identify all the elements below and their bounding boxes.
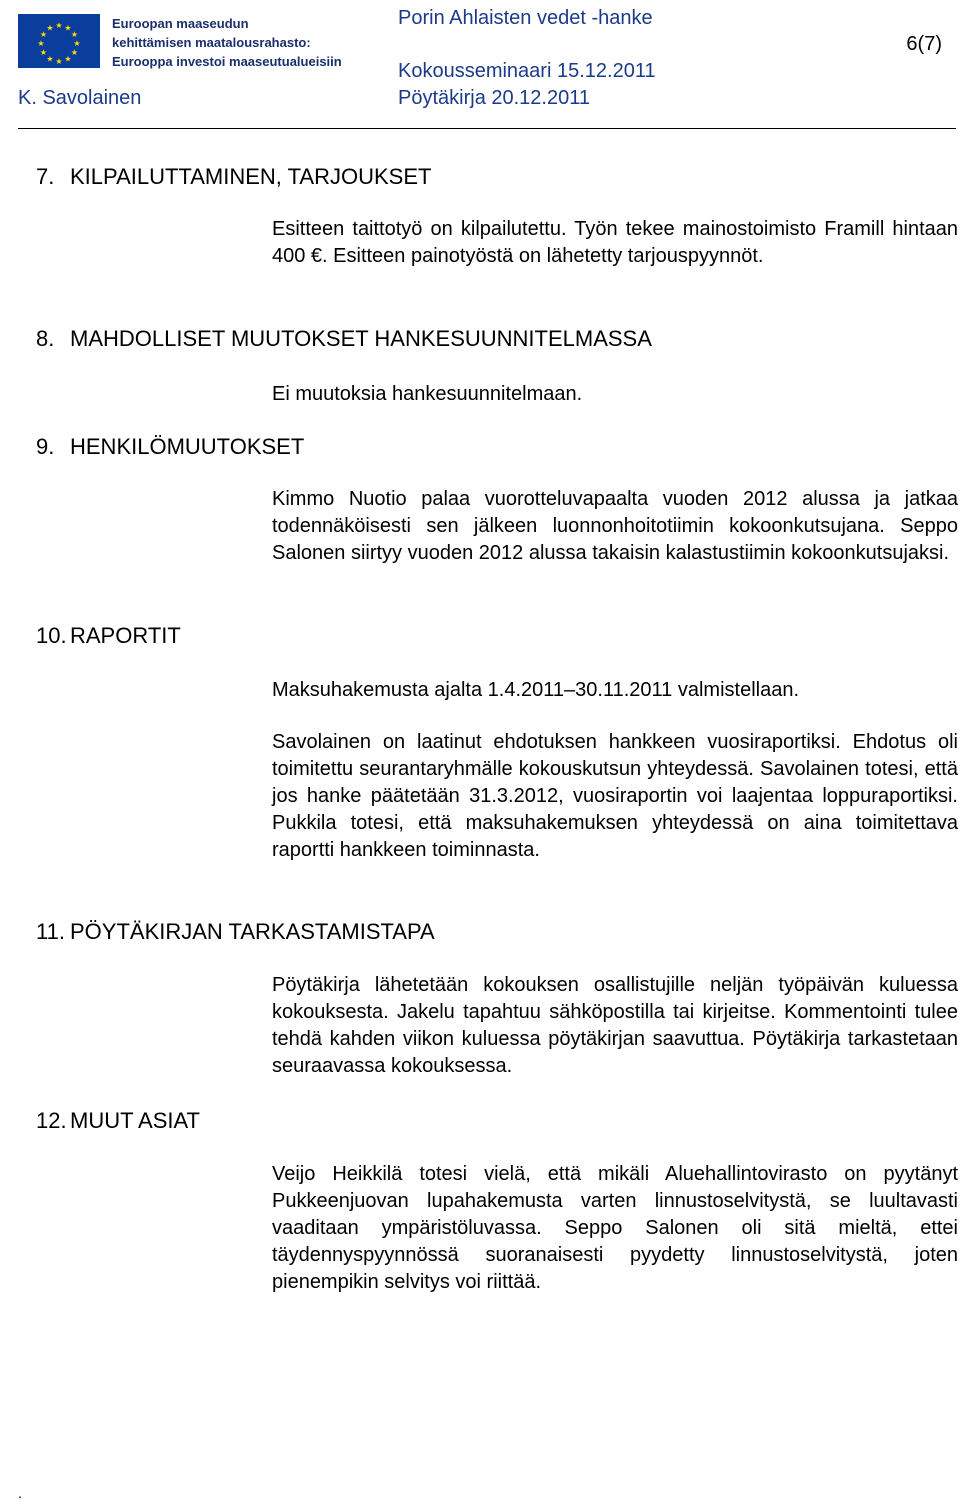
section-heading [36,433,304,460]
svg-text:★: ★ [55,57,63,66]
page-number: 6(7) [906,33,942,55]
section-number: 8. [36,326,55,351]
section-heading [36,622,181,649]
footer-mark: . [18,1485,22,1501]
section-title: RAPORTIT [70,623,181,648]
section-title: HENKILÖMUUTOKSET [70,434,305,459]
section-number: 7. [36,164,55,189]
svg-text:★: ★ [64,54,72,64]
section-title: MAHDOLLISET MUUTOKSET HANKESUUNNITELMASSA [70,326,652,351]
section-heading [36,918,435,945]
section-heading [36,1107,200,1134]
eu-flag-icon [18,14,100,68]
svg-text:★: ★ [55,21,63,30]
section-number: 12. [36,1108,67,1133]
section-title: KILPAILUTTAMINEN, TARJOUKSET [70,164,432,189]
section-title: PÖYTÄKIRJAN TARKASTAMISTAPA [70,919,435,944]
section-paragraph: Veijo Heikkilä totesi vielä, että mikäli Aluehallintovirasto on pyytänyt Pukkeenjuovan lupahakemusta varten linnustoselvitystä, se luultavasti vaaditaan ympäristöluvassa. Seppo Salonen oli sitä mieltä, ettei täydennyspyynnössä suoranaisesti pyydetty linnustoselvitystä, joten pienempikin selvitys voi riittää. [272,1163,958,1293]
svg-text:★: ★ [64,23,72,33]
minutes-date: Pöytäkirja 20.12.2011 [398,87,590,109]
section-paragraph: Ei muutoksia hankesuunnitelmaan. [272,383,583,405]
section-number: 10. [36,623,67,648]
section-number: 9. [36,434,55,459]
project-name: Porin Ahlaisten vedet -hanke [398,7,653,29]
section-heading [36,163,431,190]
section-paragraph: Esitteen taittotyö on kilpailutettu. Työn tekee mainostoimisto Framill hintaan 400 €. Esitteen painotyöstä on lähetetty tarjouspyynnöt. [272,218,958,267]
section-title: MUUT ASIAT [70,1108,200,1133]
fund-line: Eurooppa investoi maaseutualueisiin [112,54,342,69]
fund-line: kehittämisen maatalousrahasto: [112,35,311,50]
fund-logo-text [112,14,362,71]
section-heading [36,325,652,352]
meeting-date: Kokousseminaari 15.12.2011 [398,60,656,82]
svg-text:★: ★ [73,39,81,48]
section-paragraph: Savolainen on laatinut ehdotuksen hankkeen vuosiraportiksi. Ehdotus oli toimitettu seurantaryhmälle kokouskutsun yhteydessä. Savolainen totesi, että jos hanke päätetään 31.3.2012, vuosiraportin voi laajentaa loppuraportiksi. Pukkila totesi, että maksuhakemuksen yhteydessä on aina toimitettava raportti hankkeen toiminnasta. [272,731,958,861]
svg-text:★: ★ [39,48,48,57]
header-divider [18,128,956,129]
svg-text:★: ★ [70,30,79,39]
section-paragraph: Kimmo Nuotio palaa vuorotteluvapaalta vuoden 2012 alussa ja jatkaa todennäköisesti sen jälkeen luonnonhoitotiimin kokoonkutsujana. Seppo Salonen siirtyy vuoden 2012 alussa takaisin kalastustiimin kokoonkutsujaksi. [272,488,958,564]
section-paragraph: Maksuhakemusta ajalta 1.4.2011–30.11.2011 valmistellaan. [272,679,800,701]
section-paragraph: Pöytäkirja lähetetään kokouksen osallistujille neljän työpäivän kuluessa kokouksesta. Jakelu tapahtuu sähköpostilla tai kirjeitse. Kommentointi tulee tehdä kahden viikon kuluessa pöytäkirjan saavuttua. Pöytäkirja tarkastetaan seuraavassa kokouksessa. [272,974,958,1077]
svg-text:★: ★ [46,54,54,64]
section-number: 11. [36,919,65,944]
svg-text:★: ★ [37,39,45,48]
svg-text:★: ★ [70,48,79,57]
fund-line: Euroopan maaseudun [112,16,249,31]
author-name: K. Savolainen [18,87,142,109]
svg-text:★: ★ [39,30,48,39]
svg-text:★: ★ [46,23,54,33]
